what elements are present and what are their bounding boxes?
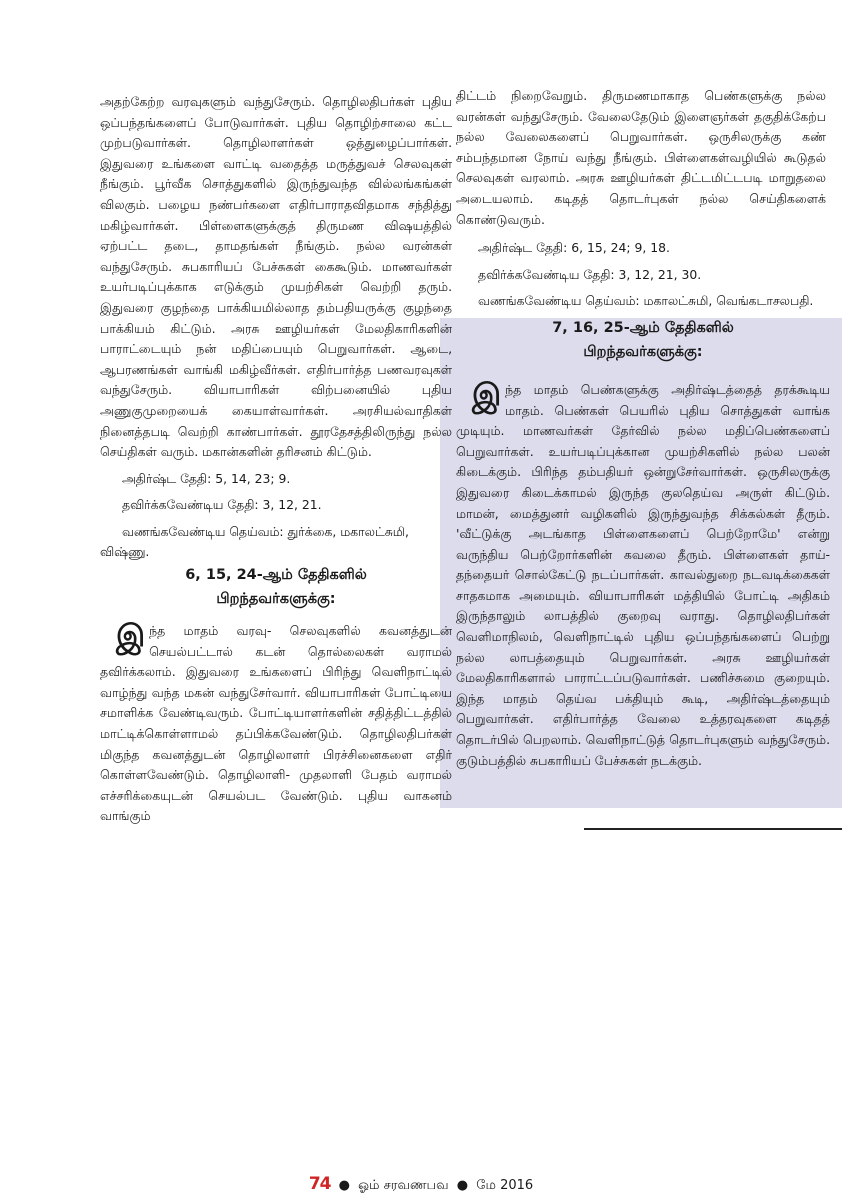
heading-line-1: 6, 15, 24-ஆம் தேதிகளில் <box>185 567 367 584</box>
issue-date: மே 2016 <box>476 1178 534 1193</box>
highlight-box <box>456 238 830 771</box>
magazine-name: ஓம் சரவணபவ <box>358 1178 449 1193</box>
drop-cap: இ <box>472 377 502 413</box>
heading-line-1: 7, 16, 25-ஆம் தேதிகளில் <box>552 319 734 336</box>
left-paragraph-2 <box>100 621 452 827</box>
left-paragraph-1: அதற்கேற்ற வரவுகளும் வந்துசேரும். தொழிலதிபர்கள் புதிய ஒப்பந்தங்களைப் போடுவார்கள். புதிய தொழிற்சாலை கட்ட முற்படுவார்கள். தொழிலாளர்கள் ஒத்துழைப்பார்கள். இதுவரை உங்களை வாட்டி வதைத்த மருத்துவச் செலவுகள் நீங்கும். பூர்வீக சொத்துகளில் இருந்துவந்த வில்லங்கங்கள் விலகும். பழைய நண்பர்களை எதிர்பாராதவிதமாக சந்தித்து மகிழ்வார்கள். பிள்ளைகளுக்குத் திருமண விஷயத்தில் ஏற்பட்ட தடை, தாமதங்கள் நீங்கும். நல்ல வரன்கள் வந்துசேரும். சுபகாரியப் பேச்சுகள் கைகூடும். மாணவர்கள் உயர்படிப்புக்காக எடுக்கும் முயற்சிகள் வெற்றி தரும். இதுவரை குழந்தை பாக்கியமில்லாத தம்பதியருக்கு குழந்தை பாக்கியம் கிட்டும். அரசு ஊழியர்கள் மேலதிகாரிகளின் பாராட்டையும் நன் மதிப்பையும் பெறுவார்கள். ஆடை, ஆபரணங்கள் வாங்கி மகிழ்வீர்கள். எதிர்பார்த்த பணவரவுகள் வந்துசேரும். வியாபாரிகள் விற்பனையில் புதிய அணுகுமுறையைக் கையாள்வார்கள். அரசியல்வாதிகள் நினைத்தபடி வெற்றி காண்பார்கள். தூரதேசத்திலிருந்து நல்ல செய்திகள் வரும். மகான்களின் தரிசனம் கிட்டும். <box>100 94 452 460</box>
right-deity: வணங்கவேண்டிய தெய்வம்: மகாலட்சுமி, வெங்கடாசலபதி. <box>478 293 814 309</box>
right-avoid-dates: தவிர்க்கவேண்டிய தேதி: 3, 12, 21, 30. <box>478 266 702 282</box>
page-number: 74 <box>308 1174 331 1194</box>
bullet-icon: ● <box>456 1178 469 1193</box>
drop-cap: இ <box>116 619 146 655</box>
bullet-icon: ● <box>338 1178 350 1193</box>
left-paragraph-2-text: ந்த மாதம் வரவு- செலவுகளில் கவனத்துடன் செயல்பட்டால் கடன் தொல்லைகள் வராமல் தவிர்க்கலாம். இதுவரை உங்களைப் பிரிந்து வெளிநாட்டில் வாழ்ந்து வந்த மகன் வந்துசேர்வார். வியாபாரிகள் போட்டியை சமாளிக்க வேண்டிவரும். போட்டியாளர்களின் சதித்திட்டத்தில் மாட்டிக்கொள்ளாமல் தப்பிக்கவேண்டும். தொழிலதிபர்கள் மிகுந்த கவனத்துடன் தொழிலாளர் பிரச்சினைகளை எதிர் கொள்ளவேண்டும். தொழிலாளி- முதலாளி பேதம் வராமல் எச்சரிக்கையுடன் செயல்பட வேண்டும். புதிய வாகனம் வாங்கும் <box>100 623 452 824</box>
left-column <box>100 92 452 827</box>
page-footer <box>0 1176 842 1194</box>
right-paragraph-1: திட்டம் நிறைவேறும். திருமணமாகாத பெண்களுக்கு நல்ல வரன்கள் வந்துசேரும். வேலைதேடும் இளைஞர்கள் தகுதிக்கேற்ப நல்ல வேலைகளைப் பெறுவார்கள். ஒருசிலருக்கு கண் சம்பந்தமான நோய் வந்து நீங்கும். பிள்ளைகள்வழியில் கூடுதல் செலவுகள் வரலாம். அரசு ஊழியர்கள் திட்டமிட்டபடி மாறுதலை அடையலாம். கடிதத் தொடர்புகள் நல்ல செய்திகளைக் கொண்டுவரும். <box>456 88 826 227</box>
right-paragraph-2-text: ந்த மாதம் பெண்களுக்கு அதிர்ஷ்டத்தைத் தரக்கூடிய மாதம். பெண்கள் பெயரில் புதிய சொத்துகள் வாங்க முடியும். மாணவர்கள் தேர்வில் நல்ல மதிப்பெண்களைப் பெறுவார்கள். உயர்படிப்புக்கான முயற்சிகளில் நல்ல பலன் கிடைக்கும். பிரிந்த தம்பதியர் ஒன்றுசேர்வார்கள். ஒருசிலருக்கு இதுவரை கிடைக்காமல் இருந்த குலதெய்வ அருள் கிட்டும். மாமன், மைத்துனர் வழிகளில் இருந்துவந்த சிக்கல்கள் தீரும். 'வீட்டுக்கு அடங்காத பிள்ளைகளைப் பெற்றோமே' என்று வருந்திய பெற்றோர்களின் கவலை தீரும். பிள்ளைகள் தாய்-தந்தையர் சொல்கேட்டு நடப்பார்கள். காவல்துறை நடவடிக்கைகள் சாதகமாக அமையும். வியாபாரிகள் மத்தியில் போட்டி அதிகம் இருந்தாலும் லாபத்தில் குறைவு வராது. தொழிலதிபர்கள் வெளிமாநிலம், வெளிநாட்டில் புதிய ஒப்பந்தங்களைப் பெற்று நல்ல லாபத்தையும் பெறுவார்கள். அரசு ஊழியர்கள் மேலதிகாரிகளால் பாராட்டப்படுவார்கள். பணிச்சுமை குறையும். இந்த மாதம் தெய்வ பக்தியும் கூடி, அதிர்ஷ்டத்தையும் பெறுவார்கள். எதிர்பார்த்த வேலை உத்தரவுகளை கடிதத் தொடர்பில் பெறலாம். வெளிநாட்டுத் தொடர்புகளும் வந்துசேரும். குடும்பத்தில் சுபகாரியப் பேச்சுகள் நடக்கும். <box>456 381 830 768</box>
right-paragraph-2 <box>456 377 830 771</box>
right-lucky-dates: அதிர்ஷ்ட தேதி: 6, 15, 24; 9, 18. <box>478 240 670 256</box>
column-end-rule <box>584 828 842 830</box>
heading-line-2: பிறந்தவர்களுக்கு: <box>583 343 703 360</box>
section-heading-6-15-24 <box>100 563 452 611</box>
left-avoid-dates: தவிர்க்கவேண்டிய தேதி: 3, 12, 21. <box>122 497 322 513</box>
right-column <box>448 88 838 769</box>
left-deity: வணங்கவேண்டிய தெய்வம்: துர்க்கை, மகாலட்சுமி, விஷ்ணு. <box>100 523 409 560</box>
section-heading-7-16-25 <box>456 316 830 364</box>
heading-line-2: பிறந்தவர்களுக்கு: <box>216 591 336 608</box>
left-lucky-dates: அதிர்ஷ்ட தேதி: 5, 14, 23; 9. <box>122 470 291 486</box>
